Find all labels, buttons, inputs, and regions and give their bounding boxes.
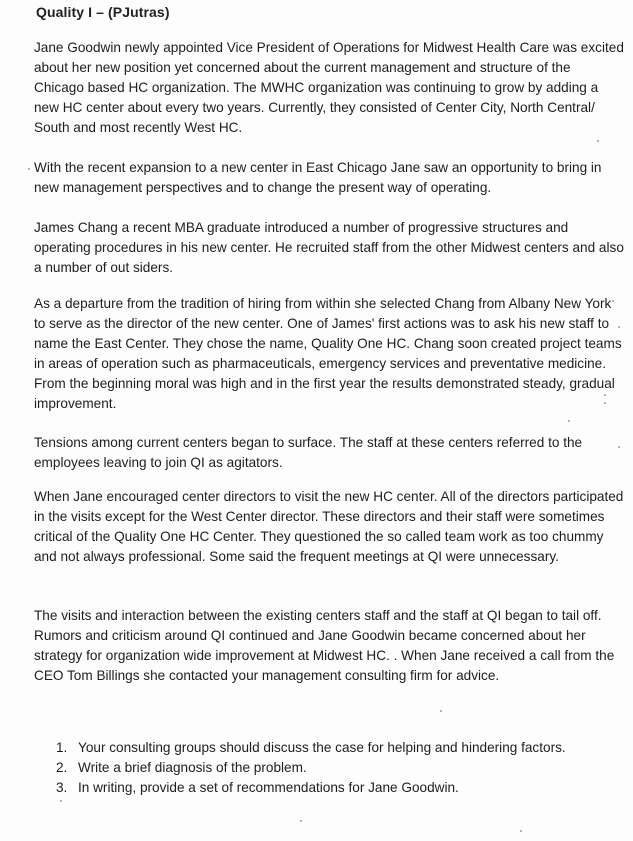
document-title: Quality I – (PJutras) [36, 4, 170, 20]
question-item [56, 778, 596, 798]
scan-speck [612, 300, 614, 302]
question-number: 3. [56, 780, 68, 795]
paragraph-expansion: With the recent expansion to a new center in East Chicago Jane saw an opportunity to bring in new management perspectives and to change the present way of operating. [34, 160, 602, 195]
questions-list [56, 738, 596, 798]
paragraph-tensions: Tensions among current centers began to surface. The staff at these centers referred to the employees leaving to join QI as agitators. [34, 435, 583, 470]
question-number: 2. [56, 760, 68, 775]
question-number: 1. [56, 740, 68, 755]
question-item [56, 758, 596, 778]
scan-speck [520, 830, 522, 832]
question-text: In writing, provide a set of recommendations for Jane Goodwin. [78, 780, 459, 795]
paragraph-james-chang: James Chang a recent MBA graduate introduced a number of progressive structures and operating procedures in his new center. He recruited staff from the other Midwest centers and also a number of out siders. [34, 220, 624, 275]
scan-speck [300, 820, 302, 822]
question-text: Your consulting groups should discuss the case for helping and hindering factors. [78, 740, 566, 755]
scan-speck [60, 800, 62, 802]
scan-speck [604, 394, 606, 396]
scan-speck [618, 326, 620, 328]
question-text: Write a brief diagnosis of the problem. [78, 760, 307, 775]
scan-speck [618, 446, 620, 448]
scan-speck [604, 402, 606, 404]
paragraph-visits: When Jane encouraged center directors to visit the new HC center. All of the directors participated in the visits except for the West Center director. These directors and their staff were sometimes critical of the Quality One HC Center. They questioned the so called team work as too chummy and not always professional. Some said the frequent meetings at QI were unnecessary. [34, 489, 624, 564]
question-item [56, 738, 596, 758]
scan-speck [597, 140, 599, 142]
paragraph-introduction: Jane Goodwin newly appointed Vice President of Operations for Midwest Health Care was excited about her new position yet concerned about the current management and structure of the Chicago based HC organization. The MWHC organization was continuing to grow by adding a new HC center about every two years. Currently, they consisted of Center City, North Central/ South and most recently West HC. [34, 40, 624, 135]
scan-speck [440, 710, 442, 712]
scan-speck [568, 420, 570, 422]
scan-speck [28, 168, 30, 170]
paragraph-interaction: The visits and interaction between the existing centers staff and the staff at QI began to tail off. Rumors and criticism around QI continued and Jane Goodwin became concerned about her strategy for organization wide improvement at Midwest HC. . When Jane received a call from the CEO Tom Billings she contacted your management consulting firm for advice. [34, 608, 615, 683]
paragraph-departure: As a departure from the tradition of hiring from within she selected Chang from Albany New York to serve as the director of the new center. One of James' first actions was to ask his new staff to name the East Center. They chose the name, Quality One HC. Chang soon created project teams in areas of operation such as pharmaceuticals, emergency services and preventative medicine. From the beginning moral was high and in the first year the results demonstrated steady, gradual improvement. [34, 296, 622, 411]
